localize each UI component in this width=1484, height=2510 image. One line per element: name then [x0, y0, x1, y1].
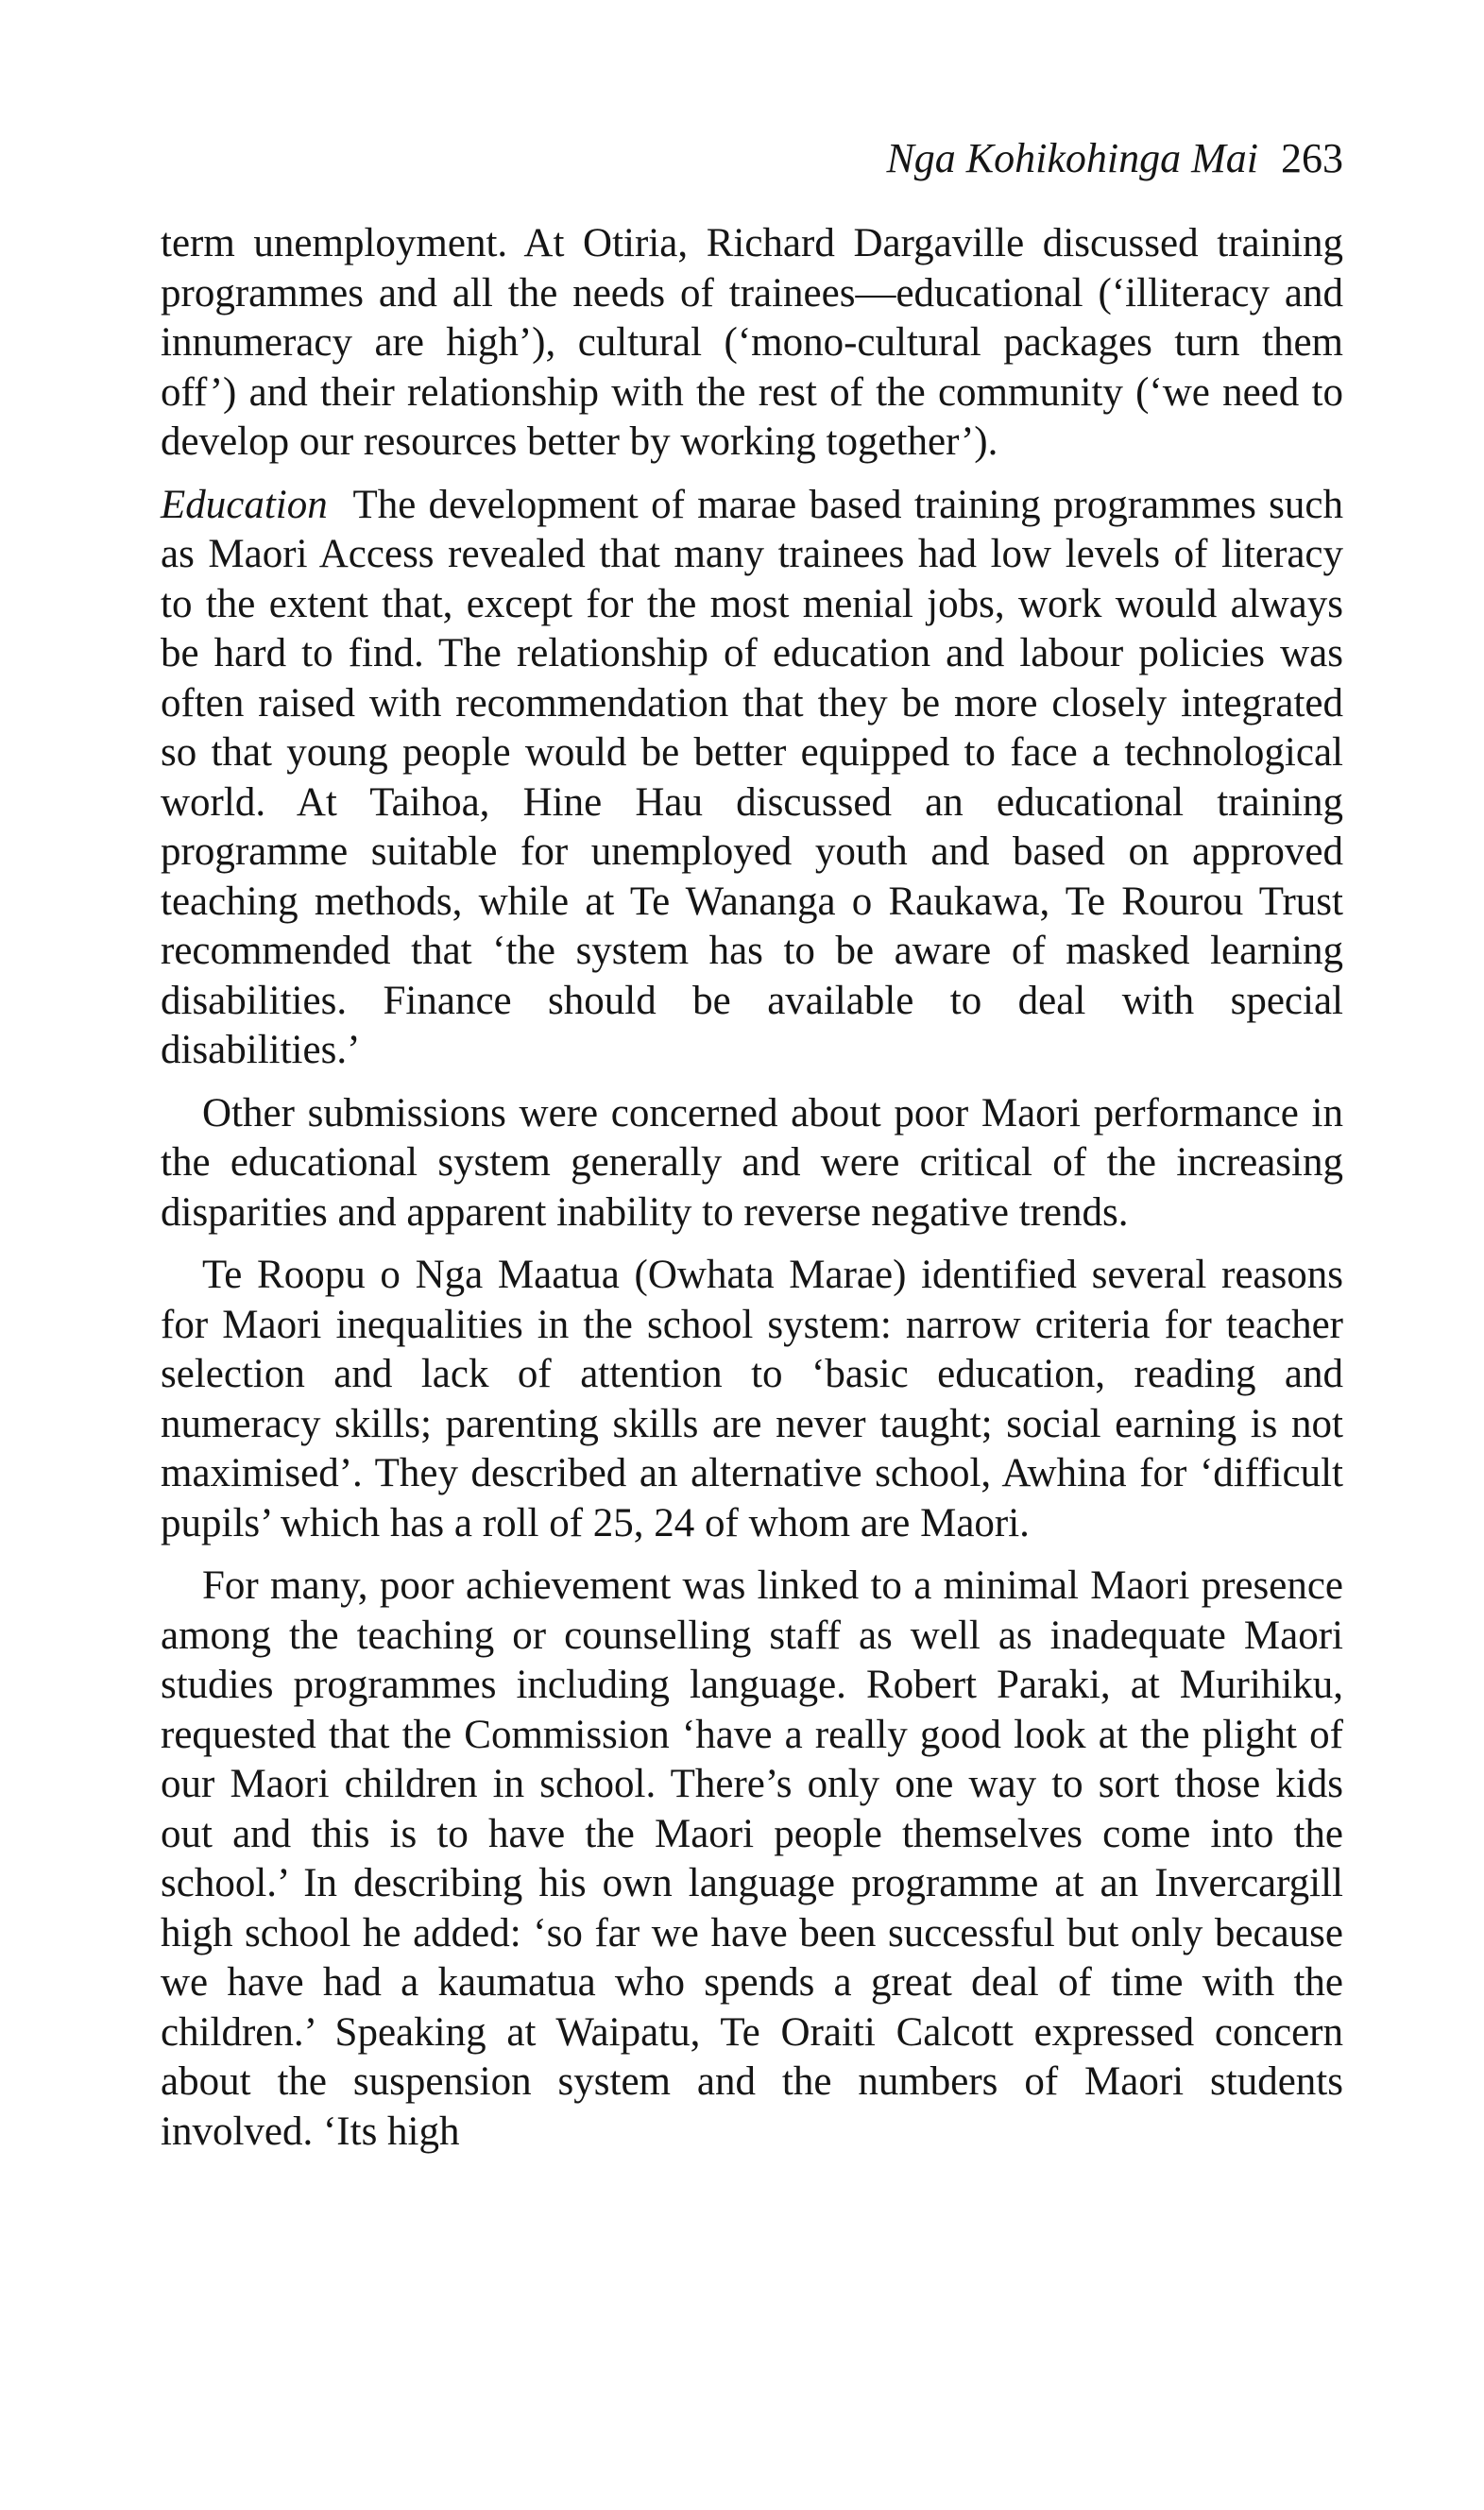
- section-heading-education: Education: [161, 482, 328, 527]
- paragraph-text: Te Roopu o Nga Maatua (Owhata Marae) identified several reasons for Maori inequalities in the school system: narrow criteria for teacher selection and lack of attention to ‘basic education, reading and numeracy skills; parenting skills are never taught; social earning is not maximised’. They described an alternative school, Awhina for ‘difficult pupils’ which has a roll of 25, 24 of whom are Maori.: [161, 1253, 1343, 1545]
- paragraph-text: term unemployment. At Otiria, Richard Dargaville discussed training programmes and all the needs of trainees—educational (‘illiteracy and innumeracy are high’), cultural (‘mono-cultural packages turn them off’) and their relationship with the rest of the community (‘we need to develop our resources better by working together’).: [161, 221, 1343, 464]
- paragraph-text: Other submissions were concerned about poor Maori performance in the educational system generally and were critical of the increasing disparities and apparent inability to reverse negative trends.: [161, 1090, 1343, 1235]
- paragraph-other-submissions: [161, 1089, 1343, 1238]
- page-number: 263: [1281, 135, 1343, 181]
- paragraph-text: For many, poor achievement was linked to a minimal Maori presence among the teaching or counselling staff as well as inadequate Maori studies programmes including language. Robert Paraki, at Murihiku, requested that the Commission ‘have a really good look at the plight of our Maori children in school. There’s only one way to sort those kids out and this is to have the Maori people themselves come into the school.’ In describing his own language programme at an Invercargill high school he added: ‘so far we have been successful but only because we have had a kaumatua who spends a great deal of time with the children.’ Speaking at Waipatu, Te Oraiti Calcott expressed concern about the suspension system and the numbers of Maori students involved. ‘Its high: [161, 1563, 1343, 2154]
- paragraph-poor-achievement: [161, 1562, 1343, 2157]
- running-header: [161, 134, 1343, 183]
- body-text: [161, 219, 1343, 2157]
- paragraph-te-roopu: [161, 1251, 1343, 1548]
- paragraph-education: [161, 481, 1343, 1076]
- paragraph-training-continued: [161, 219, 1343, 468]
- running-title: Nga Kohikohinga Mai: [886, 135, 1258, 181]
- paragraph-text: The development of marae based training programmes such as Maori Access revealed that many trainees had low levels of literacy to the extent that, except for the most menial jobs, work would always be hard to find. The relationship of education and labour policies was often raised with recommendation that they be more closely integrated so that young people would be better equipped to face a technological world. At Taihoa, Hine Hau discussed an educational training programme suitable for unemployed youth and based on approved teaching methods, while at Te Wananga o Raukawa, Te Rourou Trust recommended that ‘the system has to be aware of masked learning disabilities. Finance should be available to deal with special disabilities.’: [161, 482, 1344, 1072]
